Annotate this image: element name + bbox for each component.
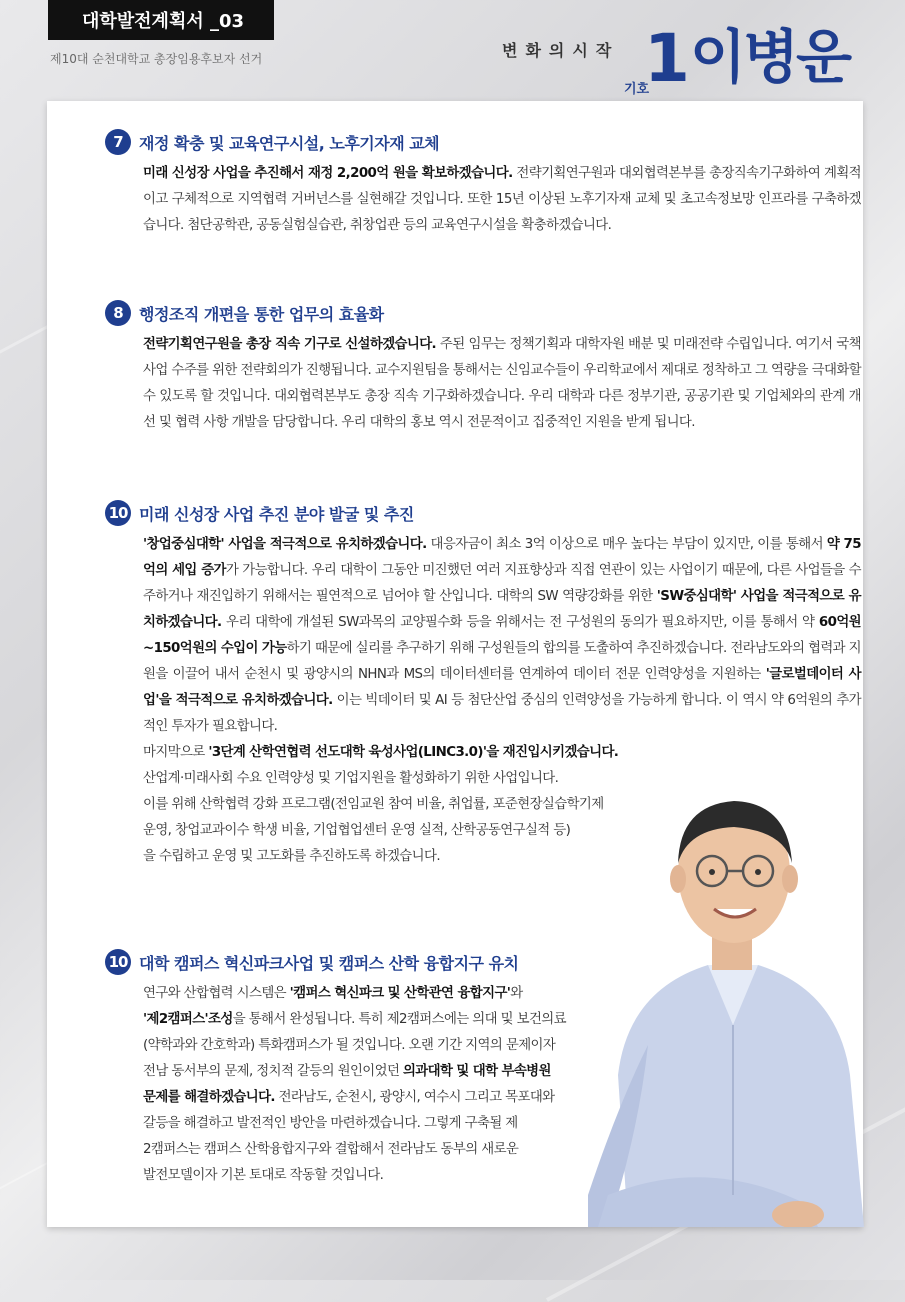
body-text: 운영, 창업교과이수 학생 비율, 기업협업센터 운영 실적, 산학공동연구실적 등): [143, 823, 571, 838]
section-title: 행정조직 개편을 통한 업무의 효율화: [139, 304, 384, 324]
lead-sentence: 전략기획연구원을 총장 직속 기구로 신설하겠습니다.: [143, 337, 437, 352]
section-body: [143, 981, 621, 1189]
bold-text: '글로벌데이터 사업'을 적극적으로 유치하겠습니다.: [143, 667, 861, 708]
section-body-continued: [143, 740, 646, 870]
bold-text: 약 75억의 세입 증가: [143, 537, 861, 578]
section-body: [143, 161, 861, 239]
bold-text: 60억원~150억원의 수입이 가능: [143, 615, 861, 656]
ballot-number-label: 기호: [624, 82, 650, 97]
body-text: 이를 위해 산학협력 강화 프로그램(전임교원 참여 비율, 취업률, 포준현장실습학기제: [143, 797, 604, 812]
campaign-motto: 변화의시작: [502, 41, 620, 60]
section-number-badge: 10: [105, 949, 131, 975]
bold-text: '3단계 산학연협력 선도대학 육성사업(LINC3.0)'을 재진입시키겠습니다.: [208, 745, 619, 760]
body-text: 대응자금이 최소 3억 이상으로 매우 높다는 부담이 있지만, 이를 통해서: [426, 537, 827, 552]
section-title: 대학 캠퍼스 혁신파크사업 및 캠퍼스 산학 융합지구 유치: [139, 953, 519, 973]
body-text: 을 통해서 완성됩니다. 특히 제2캠퍼스에는 의대 및 보건의료: [232, 1012, 566, 1027]
section-number-badge: 7: [105, 129, 131, 155]
document-tag: 대학발전계획서 _03: [48, 0, 274, 40]
bold-text: '창업중심대학' 사업을 적극적으로 유치하겠습니다.: [143, 537, 427, 552]
body-text: 전라남도, 순천시, 광양시, 여수시 그리고 목포대와: [274, 1090, 555, 1105]
section-body: [143, 332, 861, 436]
bold-text: '제2캠퍼스'조성: [143, 1012, 233, 1027]
candidate-portrait: [588, 775, 864, 1227]
section-7: [105, 129, 861, 239]
section-body: [143, 532, 861, 740]
body-text: 하기 때문에 실리를 추구하기 위해 구성원들의 합의를 도출하여 추진하겠습니다. 전라남도와의 협력과 지원을 이끌어 내서 순천시 및 광양시의 NHN과 MS의 데이터센터를 연계하여 데이터 전문 인력양성을 지원하는: [143, 641, 862, 682]
body-text: 연구와 산합협력 시스템은: [143, 986, 290, 1001]
body-text: 갈등을 해결하고 발전적인 방안을 마련하겠습니다. 그렇게 구축될 제: [143, 1116, 518, 1131]
body-text: 우리 대학에 개설된 SW과목의 교양필수화 등을 위해서는 전 구성원의 동의가 필요하지만, 이를 통해서 약: [221, 615, 819, 630]
body-text: 을 수립하고 운영 및 고도화를 추진하도록 하겠습니다.: [143, 849, 440, 864]
body-text: (약학과와 간호학과) 특화캠퍼스가 될 것입니다. 오랜 기간 지역의 문제이자: [143, 1038, 556, 1053]
body-text: 전략기획연구원과 대외협력본부를 총장직속기구화하여 계획적이고 구체적으로 지역협력 거버넌스를 실현해갈 것입니다. 또한 15년 이상된 노후기자재 교체 및 초고속정보망 인프라를 구축하겠습니다. 첨단공학관, 공동실험실습관, 취창업관 등의 교육연구시설을 확충하겠습니다.: [143, 166, 861, 233]
bold-text: '캠퍼스 혁신파크 및 산학관연 융합지구': [289, 986, 511, 1001]
section-title: 재정 확충 및 교육연구시설, 노후기자재 교체: [139, 133, 440, 153]
body-text: 전남 동서부의 문제, 정치적 갈등의 원인이었던: [143, 1064, 403, 1079]
election-subtitle: 제10대 순천대학교 총장임용후보자 선거: [50, 52, 263, 66]
bold-text: 'SW중심대학' 사업을 적극적으로 유치하겠습니다.: [143, 589, 861, 630]
body-text: 마지막으로: [143, 745, 209, 760]
body-text: 주된 임무는 정책기획과 대학자원 배분 및 미래전략 수립입니다. 여기서 국책사업 수주를 위한 전략회의가 진행됩니다. 교수지원팀을 통해서는 신임교수들이 우리학교에서 제대로 정착하고 그 역량을 극대화할 수 있도록 할 것입니다. 대외협력본부도 총장 직속 기구화하겠습니다. 우리 대학과 다른 정부기관, 공공기관 및 기업체와의 관계 개선 및 협력 사항 개발을 담당합니다. 우리 대학의 홍보 역시 전문적이고 집중적인 지원을 받게 됩니다.: [143, 337, 861, 430]
body-text: 발전모델이자 기본 토대로 작동할 것입니다.: [143, 1168, 384, 1183]
body-text: 와: [510, 986, 523, 1001]
body-text: 산업계·미래사회 수요 인력양성 및 기업지원을 활성화하기 위한 사업입니다.: [143, 771, 559, 786]
ballot-number: 1: [644, 20, 690, 97]
section-number-badge: 8: [105, 300, 131, 326]
body-text: 이는 빅데이터 및 AI 등 첨단산업 중심의 인력양성을 가능하게 합니다. 이 역시 약 6억원의 추가적인 투자가 필요합니다.: [143, 693, 861, 734]
section-number-badge: 10: [105, 500, 131, 526]
bold-text: 문제를 해결하겠습니다.: [143, 1090, 275, 1105]
candidate-name: 이병운: [690, 23, 850, 91]
body-text: 2캠퍼스는 캠퍼스 산학융합지구와 결합해서 전라남도 동부의 새로운: [143, 1142, 519, 1157]
section-8: [105, 300, 861, 436]
section-title: 미래 신성장 사업 추진 분야 발굴 및 추진: [139, 504, 414, 524]
bold-text: 의과대학 및 대학 부속병원: [402, 1064, 551, 1079]
lead-sentence: 미래 신성장 사업을 추진해서 재정 2,200억 원을 확보하겠습니다.: [143, 166, 513, 181]
body-text: 가 가능합니다. 우리 대학이 그동안 미진했던 여러 지표향상과 직접 연관이 있는 사업이기 때문에, 다른 사업들을 수주하거나 재진입하기 위해서는 필연적으로 넘어야 할 산입니다. 대학의 SW 역량강화를 위한: [143, 563, 861, 604]
